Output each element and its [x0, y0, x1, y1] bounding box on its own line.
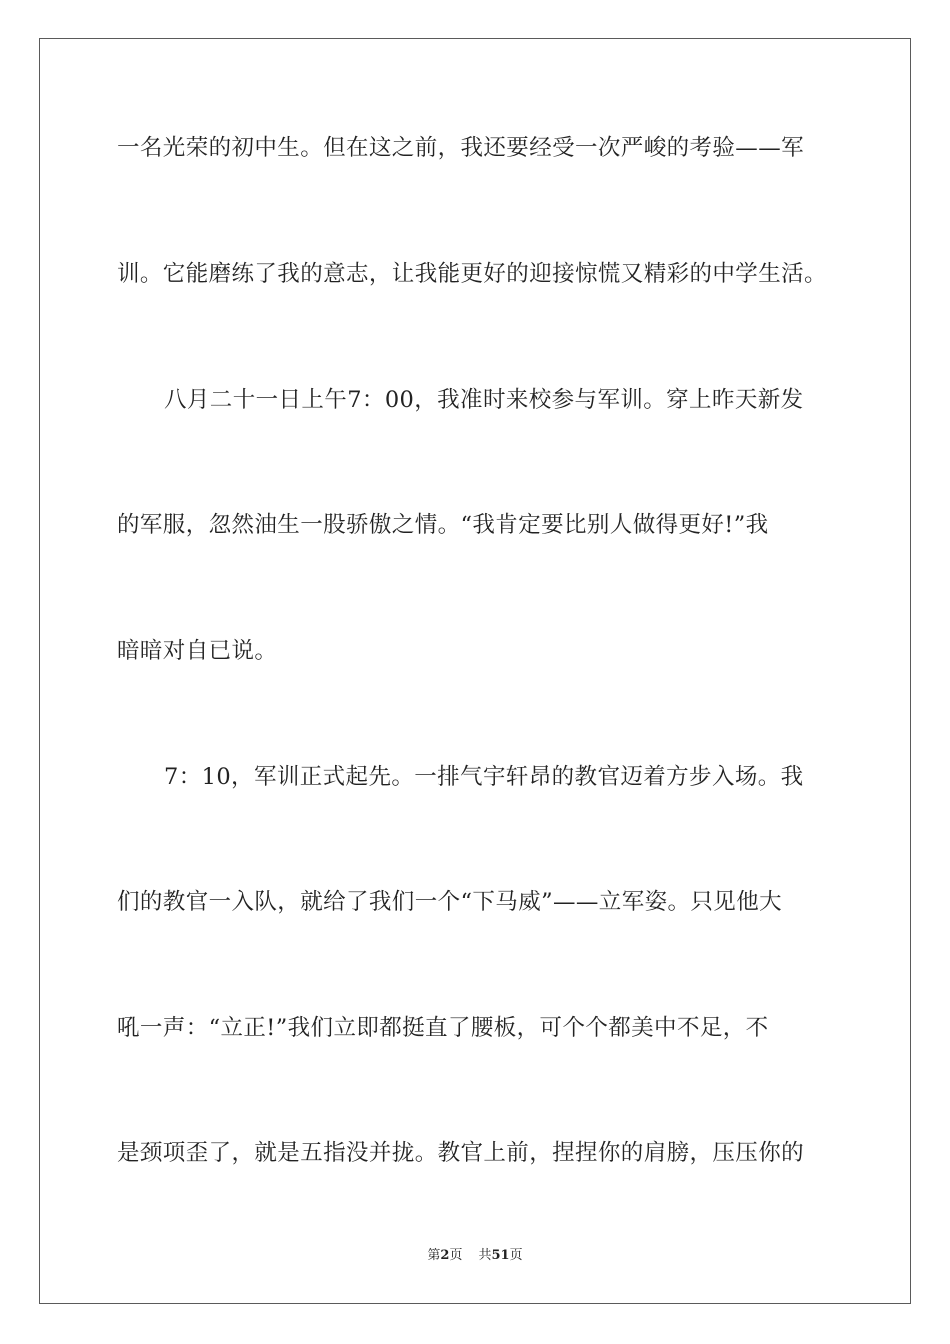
text-line-1: 一名光荣的初中生。但在这之前，我还要经受一次严峻的考验——军	[117, 135, 805, 161]
text-line-3: 八月二十一日上午7：00，我准时来校参与军训。穿上昨天新发	[164, 387, 804, 413]
text-line-7: 们的教官一入队，就给了我们一个“下马威”——立军姿。只见他大	[117, 889, 783, 915]
page-footer	[0, 1244, 950, 1263]
text-line-9: 是颈项歪了，就是五指没并拢。教官上前，捏捏你的肩膀，压压你的	[117, 1140, 805, 1166]
page-number: 2	[440, 1248, 450, 1263]
total-prefix: 共	[478, 1248, 492, 1263]
total-pages: 51	[491, 1248, 510, 1263]
text-line-6: 7：10，军训正式起先。一排气宇轩昂的教官迈着方步入场。我	[164, 764, 804, 790]
text-line-4: 的军服，忽然油生一股骄傲之情。“我肯定要比别人做得更好!”我	[117, 512, 769, 538]
page-prefix: 第	[427, 1248, 441, 1263]
text-line-8: 吼一声：“立正!”我们立即都挺直了腰板，可个个都美中不足，不	[117, 1015, 769, 1041]
total-suffix: 页	[509, 1248, 523, 1263]
text-line-2: 训。它能磨练了我的意志，让我能更好的迎接惊慌又精彩的中学生活。	[117, 261, 827, 287]
page-suffix: 页	[449, 1248, 463, 1263]
text-line-5: 暗暗对自已说。	[117, 638, 278, 664]
page-border	[39, 38, 911, 1304]
